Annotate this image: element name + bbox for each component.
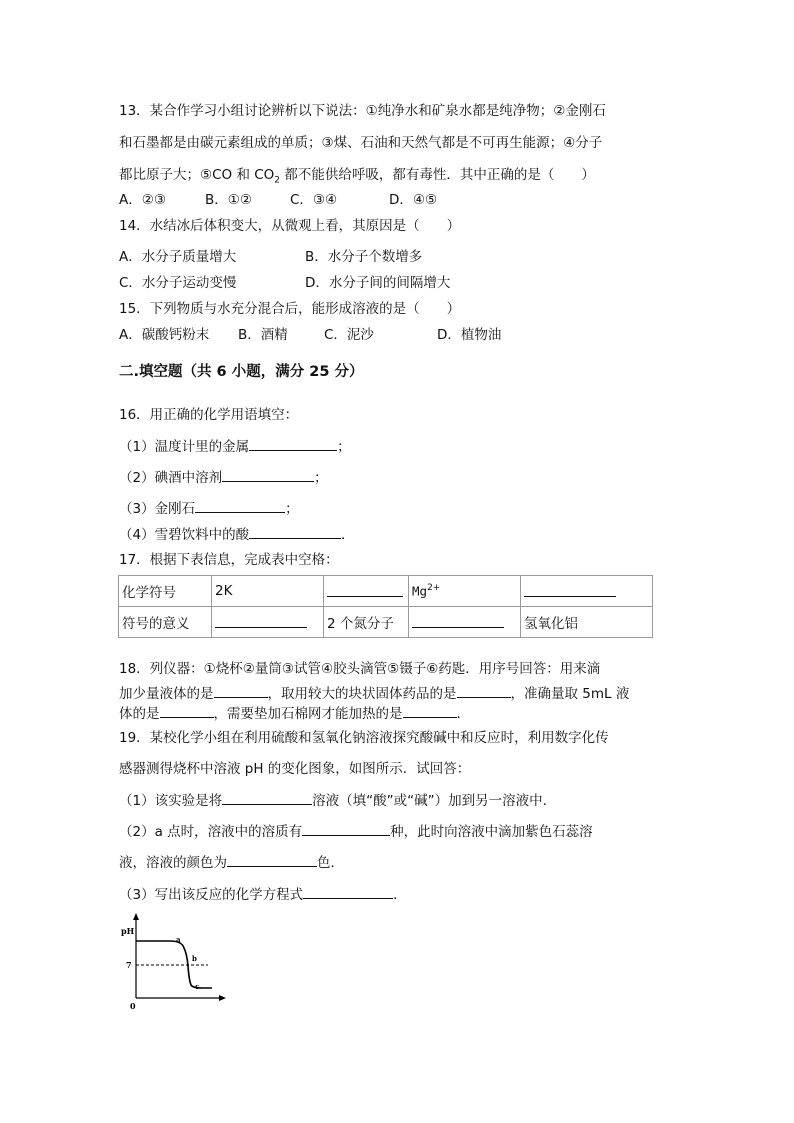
q19-part-1: [119, 791, 556, 810]
q19-answer-blank-4[interactable]: [303, 885, 393, 899]
q18-line-3: [119, 704, 470, 723]
q13-line-1: 13．某合作学习小组讨论辨析以下说法：①纯净水和矿泉水都是纯净物；②金刚石: [119, 103, 606, 119]
q15-option-d: D．植物油: [437, 327, 502, 343]
q18-answer-blank-3[interactable]: [160, 704, 214, 718]
ph-change-graph: [112, 908, 237, 1013]
q19-part-2c-a: 液，溶液的颜色为: [119, 855, 227, 871]
q17-answer-blank-symbol-1[interactable]: [327, 582, 403, 597]
q17-answer-blank-meaning-2[interactable]: [412, 613, 504, 628]
q16-stem: 16．用正确的化学用语填空：: [119, 407, 299, 423]
q16-answer-blank-1[interactable]: [249, 437, 337, 451]
q19-answer-blank-1[interactable]: [222, 791, 312, 805]
q15-option-b: B．酒精: [238, 327, 288, 343]
q16-item-1-end: ；: [337, 439, 351, 455]
q19-part-2c-b: 色．: [317, 855, 344, 871]
q17-stem: 17．根据下表信息，完成表中空格：: [119, 552, 339, 568]
q19-answer-blank-3[interactable]: [227, 853, 317, 867]
x-axis-arrow-icon: [219, 995, 226, 1001]
q16-item-3-text: （3）金刚石: [119, 501, 196, 517]
section-heading-fill-in: 二.填空题（共 6 小题，满分 25 分）: [119, 364, 364, 380]
q13-option-c: C．③④: [290, 192, 338, 208]
q19-part-2: [119, 822, 593, 841]
q17-cell-al-oh: 氢氧化铝: [521, 607, 653, 638]
q18-line-3-c: ．: [456, 706, 470, 722]
y-axis-arrow-icon: [133, 913, 139, 920]
q13-line-3-b: 都不能供给呼吸，都有毒性．其中正确的是（ ）: [280, 167, 595, 183]
q19-part-1-b: 溶液（填“酸”或“碱”）加到另一溶液中．: [312, 793, 557, 809]
q19-part-3-a: （3）写出该反应的化学方程式: [119, 887, 304, 903]
q19-line-1: 19．某校化学小组在利用硫酸和氢氧化钠溶液探究酸碱中和反应时，利用数字化传: [119, 730, 609, 746]
q14-option-c: C．水分子运动变慢: [119, 275, 237, 291]
q16-item-2-text: （2）碘酒中溶剂: [119, 470, 223, 486]
q18-answer-blank-1[interactable]: [214, 684, 268, 698]
q19-part-3: [119, 885, 407, 904]
q19-part-2-cont: [119, 853, 344, 872]
q19-line-2: 感器测得烧杯中溶液 pH 的变化图象，如图所示．试回答：: [119, 761, 471, 777]
point-c-label: c: [195, 982, 200, 991]
q18-line-2-c: ，准确量取 5mL 液: [510, 686, 630, 702]
q17-cell-symbol-blank[interactable]: [324, 576, 409, 607]
q19-part-1-a: （1）该实验是将: [119, 793, 223, 809]
point-a-label: a: [176, 935, 181, 944]
q13-option-a: A．②③: [119, 192, 166, 208]
q16-item-3-end: ；: [285, 501, 299, 517]
q15-option-c: C．泥沙: [324, 327, 374, 343]
q13-co2-subscript: 2: [274, 175, 281, 186]
q17-header-meaning: 符号的意义: [119, 607, 212, 638]
q17-table-row-meaning: [119, 607, 653, 638]
q17-cell-mg: [409, 576, 521, 607]
q16-answer-blank-2[interactable]: [222, 468, 314, 482]
q19-answer-blank-2[interactable]: [302, 822, 390, 836]
q16-item-4-text: （4）雪碧饮料中的酸: [119, 527, 250, 543]
q18-line-3-a: 体的是: [119, 706, 160, 722]
q18-line-3-b: ，需要垫加石棉网才能加热的是: [213, 706, 403, 722]
q14-stem: 14．水结冰后体积变大，从微观上看，其原因是（ ）: [119, 218, 461, 234]
q17-mg-symbol: Mg: [412, 583, 428, 599]
q14-option-a: A．水分子质量增大: [119, 249, 237, 265]
q13-option-d: D．④⑤: [389, 192, 438, 208]
q13-option-b: B．①②: [205, 192, 252, 208]
q15-option-a: A．碳酸钙粉末: [119, 327, 210, 343]
q17-answer-blank-meaning-1[interactable]: [215, 613, 307, 628]
q17-header-symbol: 化学符号: [119, 576, 212, 607]
q17-cell-2k: 2K: [212, 576, 324, 607]
q17-cell-meaning-blank[interactable]: [212, 607, 324, 638]
q15-stem: 15．下列物质与水充分混合后，能形成溶液的是（ ）: [119, 301, 461, 317]
q17-cell-nitrogen: 2 个氮分子: [324, 607, 409, 638]
q18-line-2: [119, 684, 629, 703]
q17-cell-meaning-blank-2[interactable]: [409, 607, 521, 638]
point-b-label: b: [192, 954, 197, 963]
q19-part-3-b: ．: [393, 887, 407, 903]
q19-part-2-b: 种，此时向溶液中滴加紫色石蕊溶: [390, 824, 593, 840]
q16-item-4: [119, 525, 355, 544]
q16-item-4-end: ．: [341, 527, 355, 543]
origin-label: 0: [130, 1001, 136, 1011]
q19-part-2-a: （2）a 点时，溶液中的溶质有: [119, 824, 303, 840]
y-axis-label: pH: [121, 926, 135, 936]
q16-item-1-text: （1）温度计里的金属: [119, 439, 250, 455]
q14-option-b: B．水分子个数增多: [305, 249, 423, 265]
q17-answer-blank-symbol-2[interactable]: [524, 582, 616, 597]
q18-line-2-b: ，取用较大的块状固体药品的是: [267, 686, 457, 702]
q16-item-2-end: ；: [314, 470, 328, 486]
q13-line-3: [119, 166, 595, 190]
q13-line-3-a: 都比原子大；⑤CO 和 CO: [119, 167, 275, 183]
q16-item-3: [119, 499, 299, 518]
q13-line-2: 和石墨都是由碳元素组成的单质；③煤、石油和天然气都是不可再生能源；④分子: [119, 135, 603, 151]
q17-table: [118, 575, 653, 638]
q17-cell-symbol-blank-2[interactable]: [521, 576, 653, 607]
y-tick-7: 7: [126, 960, 132, 970]
q18-answer-blank-4[interactable]: [403, 704, 457, 718]
q18-line-1: 18．列仪器：①烧杯②量筒③试管④胶头滴管⑤镊子⑥药匙．用序号回答：用来滴: [119, 661, 601, 677]
q16-item-2: [119, 468, 328, 487]
q17-table-row-symbol: [119, 576, 653, 607]
q16-item-1: [119, 437, 351, 456]
q14-option-d: D．水分子间的间隔增大: [305, 275, 451, 291]
q16-answer-blank-4[interactable]: [249, 525, 341, 539]
q18-answer-blank-2[interactable]: [457, 684, 511, 698]
q18-line-2-a: 加少量液体的是: [119, 686, 214, 702]
q17-mg-charge: 2+: [427, 582, 441, 593]
q16-answer-blank-3[interactable]: [195, 499, 285, 513]
